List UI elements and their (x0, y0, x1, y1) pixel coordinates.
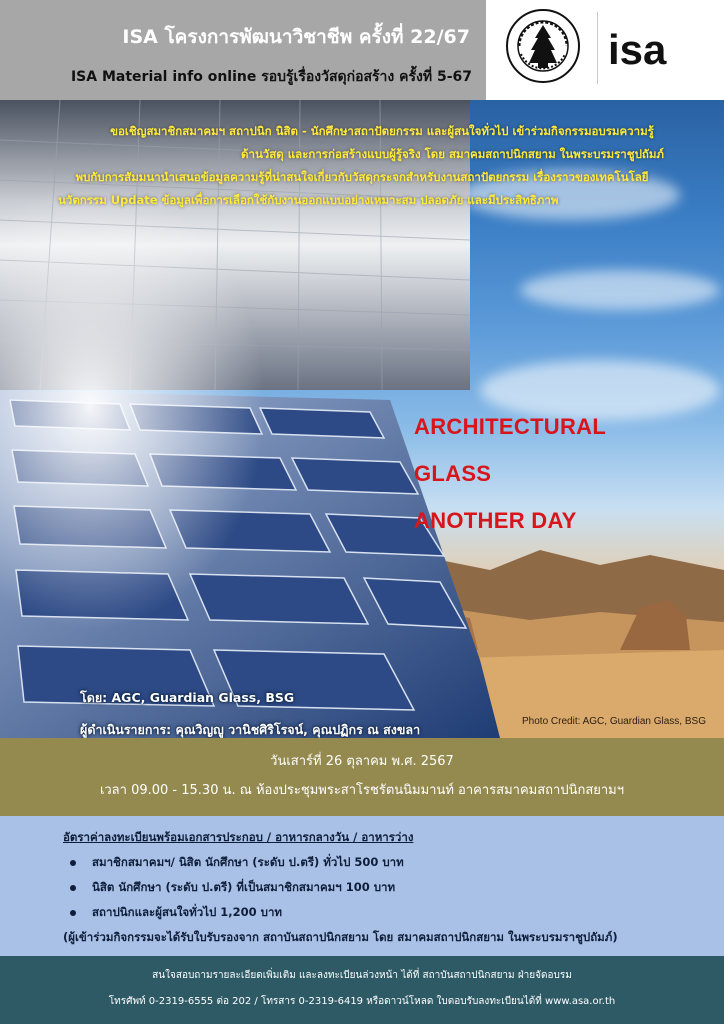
certificate-note: (ผู้เข้าร่วมกิจกรรมจะได้รับใบรับรองจาก สถาบันสถาปนิกสยาม โดย สมาคมสถาปนิกสยาม ในพระบรมราชูปถัมภ์) (63, 930, 618, 944)
fees-title: อัตราค่าลงทะเบียนพร้อมเอกสารประกอบ / อาหารกลางวัน / อาหารว่าง (63, 830, 414, 844)
contact-line: โทรศัพท์ 0-2319-6555 ต่อ 202 / โทรสาร 0-2319-6419 หรือดาวน์โหลด ใบตอบรับลงทะเบียนได้ที่ www.asa.or.th (108, 996, 616, 1007)
header-title: ISA โครงการพัฒนาวิชาชีพ ครั้งที่ 22/67 (122, 26, 470, 48)
intro-line: ด้านวัสดุ และการก่อสร้างแบบผู้รู้จริง โดย สมาคมสถาปนิกสยาม ในพระบรมราชูปถัมภ์ (241, 147, 664, 161)
fee-item-text: สมาชิกสมาคมฯ/ นิสิต นักศึกษา (ระดับ ป.ตรี) ทั่วไป 500 บาท (92, 855, 404, 869)
contact-line: สนใจสอบถามรายละเอียดเพิ่มเติม และลงทะเบียนล่วงหน้า ได้ที่ สถาบันสถาปนิกสยาม ฝ่ายจัดอบรม (152, 970, 572, 981)
bullet-icon (70, 885, 76, 891)
intro-line: นวัตกรรม Update ข้อมูลเพื่อการเลือกใช้กับงานออกแบบอย่างเหมาะสม ปลอดภัย และมีประสิทธิภาพ (58, 193, 559, 207)
event-title-line: ANOTHER DAY (414, 508, 577, 533)
fee-item (70, 854, 404, 872)
event-title-line: GLASS (414, 461, 492, 486)
event-date: วันเสาร์ที่ 26 ตุลาคม พ.ศ. 2567 (270, 754, 454, 769)
schedule-band (0, 738, 724, 816)
contact-footer (0, 956, 724, 1024)
fee-item-text: สถาปนิกและผู้สนใจทั่วไป 1,200 บาท (92, 905, 283, 919)
fee-item-text: นิสิต นักศึกษา (ระดับ ป.ตรี) ที่เป็นสมาชิกสมาคมฯ 100 บาท (92, 880, 396, 894)
intro-line: ขอเชิญสมาชิกสมาคมฯ สถาปนิก นิสิต - นักศึกษาสถาปัตยกรรม และผู้สนใจทั่วไป เข้าร่วมกิจกรรมอบรมความรู้ (110, 124, 654, 138)
fees-section (0, 816, 724, 956)
speakers-text: โดย: AGC, Guardian Glass, BSG (80, 690, 295, 705)
header (0, 0, 724, 100)
bullet-icon (70, 860, 76, 866)
bullet-icon (70, 910, 76, 916)
moderators-text: ผู้ดำเนินรายการ: คุณวิญญู วานิชศิริโรจน์, คุณปฏิกร ณ สงขลา (80, 722, 421, 737)
event-time-place: เวลา 09.00 - 15.30 น. ณ ห้องประชุมพระสาโรชรัตนนิมมานท์ อาคารสมาคมสถาปนิกสยามฯ (99, 783, 625, 798)
header-band (0, 0, 486, 100)
header-subtitle: ISA Material info online รอบรู้เรื่องวัสดุก่อสร้าง ครั้งที่ 5-67 (70, 69, 472, 85)
intro-text (0, 120, 724, 212)
hero-image (0, 100, 724, 738)
fee-item (70, 879, 395, 897)
event-title (414, 403, 606, 544)
header-divider (597, 12, 598, 84)
photo-credit: Photo Credit: AGC, Guardian Glass, BSG (522, 716, 706, 727)
cloud (520, 270, 720, 310)
asa-seal-logo (505, 8, 581, 84)
event-title-line: ARCHITECTURAL (414, 414, 607, 439)
fee-item (70, 904, 282, 922)
intro-line: พบกับการสัมมนานำเสนอข้อมูลความรู้ที่น่าสนใจเกี่ยวกับวัสดุกระจกสำหรับงานสถาปัตยกรรม เรื่องราวของเทคโนโลยี (75, 170, 649, 184)
isa-logo (608, 30, 706, 70)
isa-logo-text: isa (608, 30, 667, 70)
